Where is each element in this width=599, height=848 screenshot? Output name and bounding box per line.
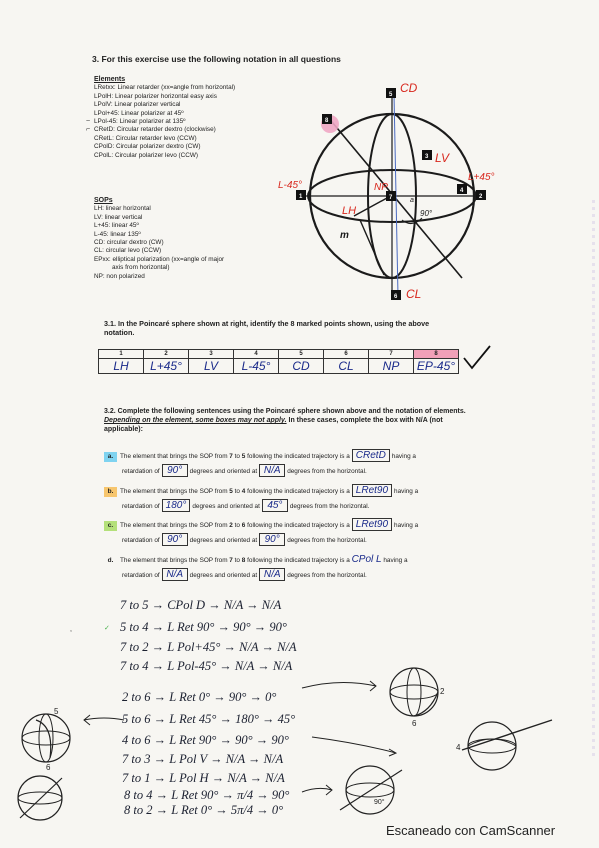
element-item: CPolL: Circular polarizer levo (CCW) <box>94 151 199 159</box>
sentence-from: 7 <box>229 557 233 564</box>
pen-mark-icon: ~ <box>86 118 91 125</box>
sentence-from: 5 <box>229 488 233 495</box>
sketch-sphere-left <box>6 700 86 825</box>
sentence-text: degrees and oriented at <box>189 468 258 475</box>
sentence-text: The element that brings the SOP from <box>120 488 228 495</box>
sketch-sphere-right-3 <box>330 760 410 820</box>
sop-item: L-45: linear 135º <box>94 230 141 238</box>
arrow-right-icon <box>310 733 400 757</box>
answer-cell: L-45° <box>234 359 279 374</box>
note-line: 8 to 4 → L Ret 90° → π/4 → 90° <box>124 788 290 802</box>
checkmark-icon <box>462 344 492 372</box>
sketch-label: 6 <box>412 719 417 728</box>
sentence-text: The element that brings the SOP from <box>120 557 228 564</box>
label-np: NP <box>374 182 388 193</box>
sop-item: LV: linear vertical <box>94 213 143 221</box>
element-answer-box[interactable]: LRet90 <box>352 484 392 497</box>
elements-legend <box>94 76 235 160</box>
arrow-right-icon <box>300 782 336 798</box>
point-6-label: 6 <box>394 294 398 300</box>
sentence-d <box>104 553 474 583</box>
arrow-right-icon <box>300 676 380 696</box>
answer-table-row <box>99 359 459 374</box>
sketch-label: 90° <box>374 799 385 806</box>
note-line: 7 to 1 → L Pol H → N/A → N/A <box>122 771 285 785</box>
label-cl: CL <box>406 287 422 301</box>
q32-intro: 3.2. Complete the following sentences using the Poincaré sphere shown above and the notation of elements. <box>104 408 466 415</box>
sentence-text: to <box>234 522 240 529</box>
retardation-answer-box[interactable]: N/A <box>162 568 188 581</box>
element-item: CRetD: Circular retarder dextro (clockwise) <box>94 126 216 134</box>
sentence-from: 2 <box>229 522 233 529</box>
point-number: 3 <box>189 350 234 359</box>
sop-item: NP: non polarized <box>94 272 145 280</box>
m-arrow <box>360 220 384 275</box>
elements-heading: Elements <box>94 76 126 83</box>
sentence-letter: c. <box>104 521 117 531</box>
answer-cell: CL <box>324 359 369 374</box>
sentence-from: 7 <box>229 453 233 460</box>
element-item: LPol+45: Linear polarizer at 45º <box>94 109 184 117</box>
note-line: 2 to 6 → L Ret 0° → 90° → 0° <box>122 690 277 704</box>
sentence-to: 5 <box>241 453 246 460</box>
pen-mark-icon: , <box>70 626 72 633</box>
answer-cell: EP-45° <box>414 359 459 374</box>
pen-mark-icon: ⌐ <box>86 126 91 133</box>
sketch-sphere-right-2 <box>448 710 558 780</box>
sentence-text: degrees from the horizontal. <box>287 468 367 475</box>
question-3-1: 3.1. In the Poincaré sphere shown at right, identify the 8 marked points shown, using the above notation. <box>104 319 430 337</box>
note-line: 7 to 3 → L Pol V → N/A → N/A <box>122 752 284 766</box>
point-4-label: 4 <box>460 188 464 194</box>
label-cd: CD <box>400 81 418 95</box>
label-angle: 90° <box>420 209 433 218</box>
element-answer[interactable]: CPol L <box>351 554 382 565</box>
sop-item: LH: linear horizontal <box>94 205 151 213</box>
label-lh: LH <box>342 205 357 217</box>
answer-cell: LH <box>99 359 144 374</box>
note-line: 8 to 2 → L Ret 0° → 5π/4 → 0° <box>124 803 284 817</box>
sentence-letter: b. <box>104 487 117 497</box>
sentence-to: 6 <box>241 522 246 529</box>
answer-cell: CD <box>279 359 324 374</box>
point-number: 6 <box>324 350 369 359</box>
sentence-text: to <box>234 453 240 460</box>
note-line: 7 to 4 → L Pol-45° → N/A → N/A <box>120 659 293 673</box>
retardation-answer-box[interactable]: 90° <box>162 533 188 546</box>
q32-tail: In these cases, complete the box with N/A (not applicable): <box>104 417 443 433</box>
point-3-label: 3 <box>425 154 429 160</box>
sentence-text: degrees and oriented at <box>192 503 260 510</box>
answer-table <box>98 349 459 374</box>
answer-table-header <box>99 350 459 359</box>
sentence-text: following the indicated trajectory is a <box>247 488 350 495</box>
sentence-text: to <box>234 488 240 495</box>
point-1-label: 1 <box>299 194 303 200</box>
poincare-sphere <box>272 70 504 306</box>
sentence-c <box>104 518 474 548</box>
sentence-text: degrees from the horizontal. <box>287 537 367 544</box>
sops-legend <box>94 197 224 281</box>
sentence-text: retardation of <box>122 572 160 579</box>
scanner-watermark: Escaneado con CamScanner <box>386 823 556 838</box>
sop-item: axis from horizontal) <box>112 264 170 272</box>
sentence-text: degrees from the horizontal. <box>289 503 370 510</box>
sentence-to: 4 <box>241 488 246 495</box>
label-l-minus-45: L-45° <box>278 180 303 191</box>
sentence-text: degrees and oriented at <box>189 572 258 579</box>
sentence-text: degrees and oriented at <box>189 537 258 544</box>
sketch-label: 2 <box>440 687 445 696</box>
sop-item: CD: circular dextro (CW) <box>94 239 164 247</box>
retardation-answer-box[interactable]: 90° <box>162 464 188 477</box>
point-number: 8 <box>414 350 459 359</box>
sentence-text: retardation of <box>122 503 160 510</box>
sentence-text: following the indicated trajectory is a <box>247 453 350 460</box>
sketch-label: 5 <box>54 707 59 716</box>
answer-cell: NP <box>369 359 414 374</box>
point-number: 2 <box>144 350 189 359</box>
point-number: 5 <box>279 350 324 359</box>
sentence-text: having a <box>394 522 419 529</box>
note-line: 5 to 6 → L Ret 45° → 180° → 45° <box>122 712 296 726</box>
label-a: a <box>410 197 414 204</box>
sentence-letter: d. <box>107 557 114 564</box>
orientation-answer-box[interactable]: 45° <box>262 499 288 512</box>
point-markers <box>296 88 486 300</box>
sentence-text: retardation of <box>122 468 160 475</box>
element-item: LPol-45: Linear polarizer at 135º <box>94 118 186 126</box>
element-answer-box[interactable]: LRet90 <box>352 518 392 531</box>
sketch-label: 6 <box>46 763 51 772</box>
pen-mark-icon: ✓ <box>104 625 110 632</box>
sop-item: CL: circular levo (CCW) <box>94 247 162 255</box>
element-item: LPolV: Linear polarizer vertical <box>94 101 181 109</box>
sentence-text: following the indicated trajectory is a <box>247 557 350 564</box>
point-number: 4 <box>234 350 279 359</box>
lh-arrow <box>354 198 387 216</box>
sentence-b <box>104 484 474 514</box>
sentence-to: 8 <box>241 557 246 564</box>
sentence-letter: a. <box>104 452 117 462</box>
sentence-text: having a <box>394 488 419 495</box>
sentence-text: The element that brings the SOP from <box>120 522 228 529</box>
sentence-a <box>104 449 474 479</box>
point-2-label: 2 <box>479 194 483 200</box>
orientation-answer-box[interactable]: 90° <box>259 533 285 546</box>
exercise-title: 3. For this exercise use the following notation in all questions <box>92 54 341 64</box>
point-7-label: 7 <box>389 195 393 201</box>
element-item: CRetL: Circular retarder levo (CCW) <box>94 134 197 142</box>
sops-heading: SOPs <box>94 197 113 204</box>
retardation-answer-box[interactable]: 180° <box>162 499 191 512</box>
sop-item: L+45: linear 45º <box>94 222 139 230</box>
sentence-text: The element that brings the SOP from <box>120 453 228 460</box>
sentence-text: having a <box>391 453 416 460</box>
sentence-text: to <box>234 557 240 564</box>
point-8-label: 8 <box>325 118 329 124</box>
sop-item: EPxx: elliptical polarization (xx=angle of major <box>94 255 225 263</box>
note-line: 5 to 4 → L Ret 90° → 90° → 90° <box>120 620 287 634</box>
point-5-label: 5 <box>389 92 393 98</box>
point-number: 1 <box>99 350 144 359</box>
note-line: 7 to 5 → CPol D → N/A → N/A <box>120 598 282 612</box>
answer-cell: L+45° <box>144 359 189 374</box>
q32-emphasis: Depending on the element, some boxes may not apply. <box>104 417 287 424</box>
orientation-answer-box[interactable]: N/A <box>259 568 285 581</box>
sketch-label: 4 <box>456 743 461 752</box>
label-lv: LV <box>435 151 450 165</box>
element-item: LRetxx: Linear retarder (xx=angle from horizontal) <box>94 84 236 92</box>
note-line: 4 to 6 → L Ret 90° → 90° → 90° <box>122 733 289 747</box>
element-answer-box[interactable]: CRetD <box>352 449 390 462</box>
scan-edge <box>592 200 595 760</box>
label-m: m <box>340 230 349 241</box>
sentence-text: degrees from the horizontal. <box>287 572 367 579</box>
label-l-plus-45: L+45° <box>468 172 495 183</box>
question-3-2 <box>104 407 466 434</box>
note-line: 7 to 2 → L Pol+45° → N/A → N/A <box>120 640 297 654</box>
sentence-text: following the indicated trajectory is a <box>247 522 350 529</box>
element-item: CPolD: Circular polarizer dextro (CW) <box>94 143 201 151</box>
element-item: LPolH: Linear polarizer horizontal easy axis <box>94 92 217 100</box>
orientation-answer-box[interactable]: N/A <box>259 464 285 477</box>
arrow-left-icon <box>82 712 126 728</box>
answer-cell: LV <box>189 359 234 374</box>
point-number: 7 <box>369 350 414 359</box>
sentence-text: having a <box>383 557 408 564</box>
sentence-text: retardation of <box>122 537 160 544</box>
